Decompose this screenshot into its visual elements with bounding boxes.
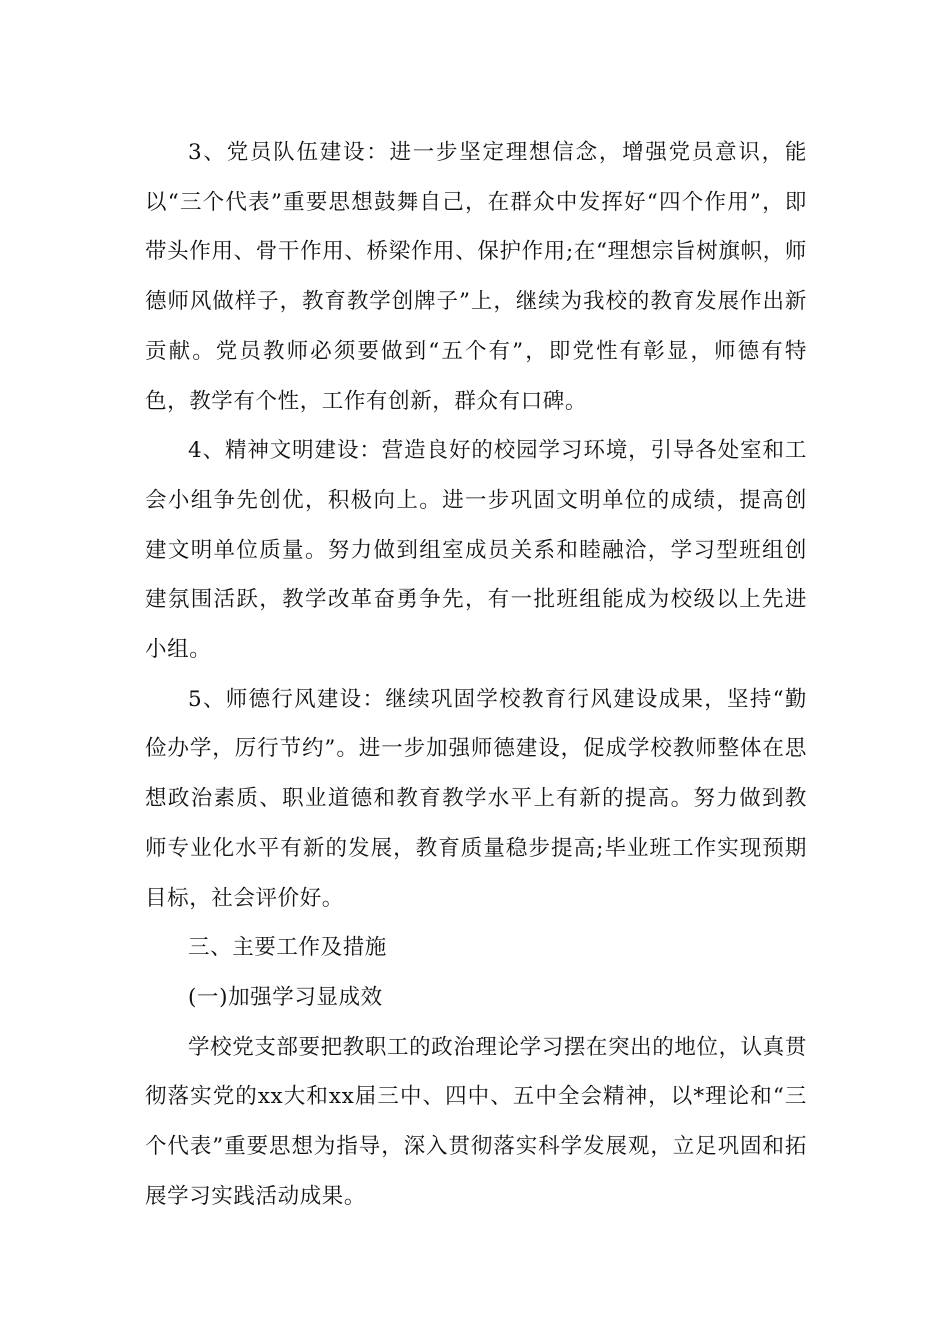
paragraph-spiritual-civilization: 4、精神文明建设：营造良好的校园学习环境，引导各处室和工会小组争先创优，积极向上。进一步巩固文明单位的成绩，提高创建文明单位质量。努力做到组室成员关系和睦融洽，学习型班组创建氛围活跃，教学改革奋勇争先，有一批班组能成为校级以上先进小组。	[145, 438, 807, 663]
paragraph-party-member-team: 3、党员队伍建设：进一步坚定理想信念，增强党员意识，能以“三个代表”重要思想鼓舞自己，在群众中发挥好“四个作用”，即带头作用、骨干作用、桥梁作用、保护作用;在“理想宗旨树旗帜，师德师风做样子，教育教学创牌子”上，继续为我校的教育发展作出新贡献。党员教师必须要做到“五个有”，即党性有彰显，师德有特色，教学有个性，工作有创新，群众有口碑。	[145, 140, 807, 414]
paragraph-study: 学校党支部要把教职工的政治理论学习摆在突出的地位，认真贯彻落实党的xx大和xx届三中、四中、五中全会精神，以*理论和“三个代表”重要思想为指导，深入贯彻落实科学发展观，立足巩固和拓展学习实践活动成果。	[145, 1034, 807, 1209]
section-heading-main-work: 三、主要工作及措施	[188, 935, 387, 961]
paragraph-teacher-ethics: 5、师德行风建设：继续巩固学校教育行风建设成果，坚持“勤俭办学，厉行节约”。进一步加强师德建设，促成学校教师整体在思想政治素质、职业道德和教育教学水平上有新的提高。努力做到教师专业化水平有新的发展，教育质量稳步提高;毕业班工作实现预期目标，社会评价好。	[145, 686, 807, 911]
subsection-heading-study: (一)加强学习显成效	[188, 984, 383, 1010]
document-body	[145, 128, 807, 1221]
